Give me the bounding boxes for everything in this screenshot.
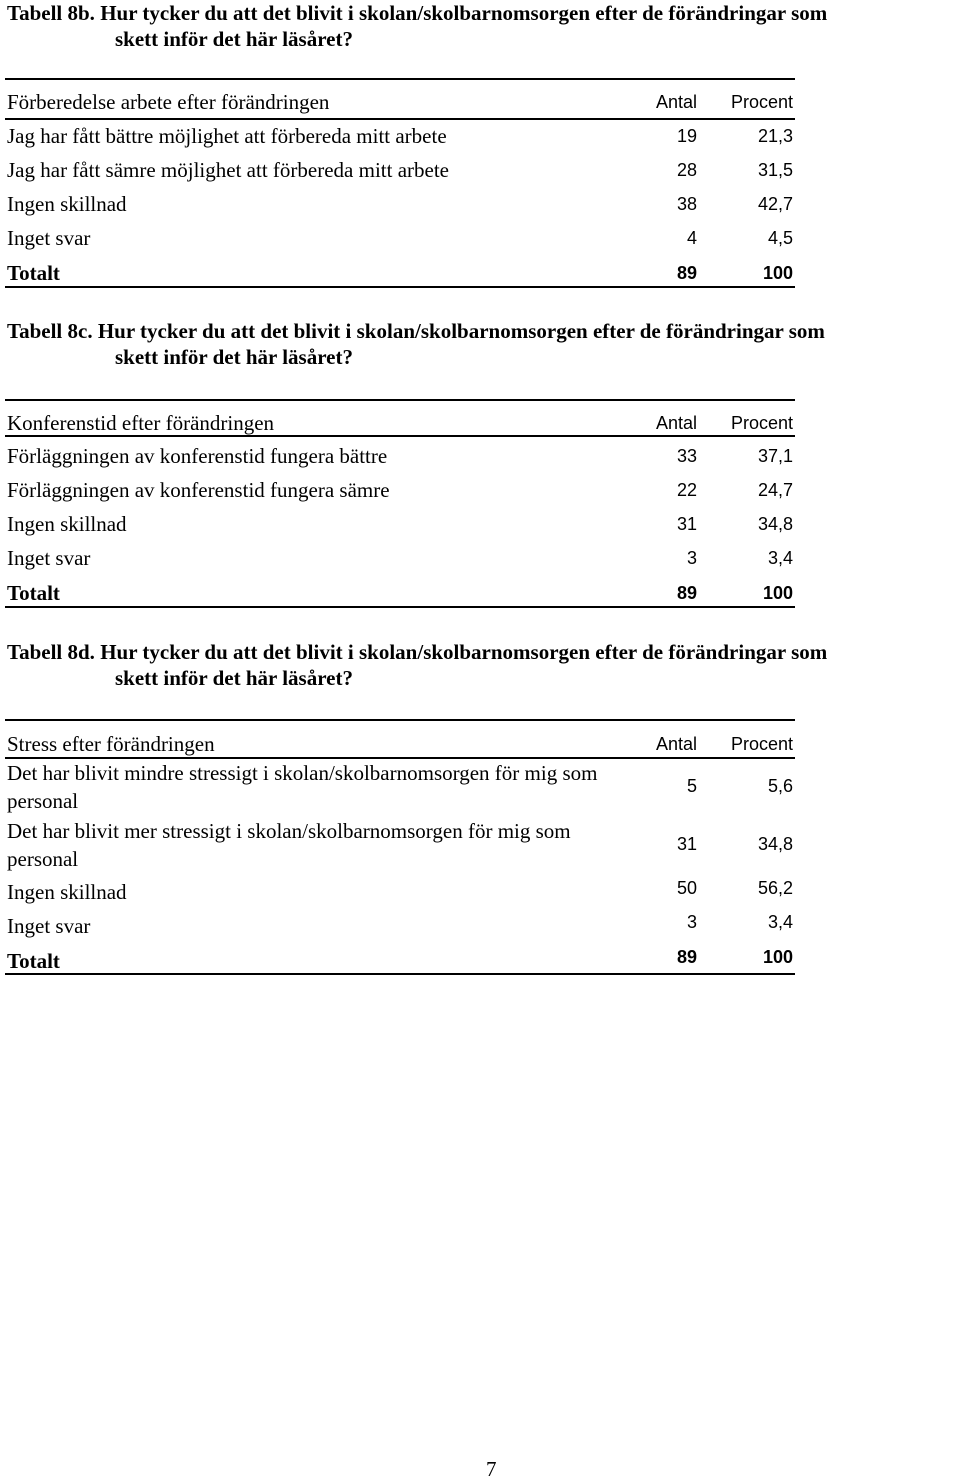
table-top-rule (5, 399, 795, 401)
row-label: Det har blivit mindre stressigt i skolan/skolbarnomsorgen för mig som personal (7, 761, 598, 813)
table-8c (5, 399, 795, 611)
total-label: Totalt (7, 949, 60, 973)
header-label: Förberedelse arbete efter förändringen (7, 90, 330, 114)
total-procent: 100 (762, 583, 793, 603)
row-antal: 31 (676, 514, 697, 534)
row-procent: 56,2 (757, 878, 793, 898)
row-antal: 38 (676, 194, 697, 214)
total-procent: 100 (762, 263, 793, 283)
row-antal: 5 (686, 776, 697, 796)
total-antal: 89 (676, 583, 697, 603)
total-label: Totalt (7, 581, 60, 605)
row-label: Jag har fått sämre möjlighet att förbereda mitt arbete (7, 158, 449, 182)
table-row (5, 544, 795, 572)
table-8d-caption (7, 639, 957, 691)
row-label: Förläggningen av konferenstid fungera sämre (7, 478, 390, 502)
table-bottom-rule (5, 606, 795, 608)
row-antal: 3 (686, 548, 697, 568)
table-8c-caption (7, 318, 957, 370)
row-antal: 33 (676, 446, 697, 466)
header-procent: Procent (730, 92, 793, 112)
table-total-row (5, 579, 795, 607)
table-header-rule (5, 435, 795, 437)
table-row (5, 476, 795, 504)
caption-label: Tabell 8c. (7, 319, 93, 343)
total-antal: 89 (676, 263, 697, 283)
table-total-row (5, 947, 795, 975)
row-label: Inget svar (7, 546, 91, 570)
row-label: Inget svar (7, 914, 91, 938)
row-procent: 3,4 (767, 912, 793, 932)
row-antal: 3 (686, 912, 697, 932)
header-antal: Antal (655, 734, 697, 754)
row-label: Ingen skillnad (7, 192, 127, 216)
table-header-row (5, 88, 795, 116)
row-label: Ingen skillnad (7, 512, 127, 536)
row-procent: 24,7 (757, 480, 793, 500)
table-row (5, 224, 795, 252)
caption-text: Hur tycker du att det blivit i skolan/skolbarnomsorgen efter de förändringar som (97, 319, 825, 343)
row-antal: 19 (676, 126, 697, 146)
table-row (5, 878, 795, 906)
row-label: Jag har fått bättre möjlighet att förbereda mitt arbete (7, 124, 447, 148)
table-row (5, 759, 795, 815)
row-antal: 4 (686, 228, 697, 248)
table-8b-caption (7, 0, 957, 52)
table-total-row (5, 259, 795, 287)
caption-text-continued: skett inför det här läsåret? (115, 345, 353, 369)
row-procent: 34,8 (757, 514, 793, 534)
row-procent: 31,5 (757, 160, 793, 180)
table-row (5, 190, 795, 218)
row-antal: 22 (676, 480, 697, 500)
row-procent: 37,1 (757, 446, 793, 466)
table-8d (5, 719, 795, 979)
header-antal: Antal (655, 92, 697, 112)
table-bottom-rule (5, 286, 795, 288)
table-top-rule (5, 78, 795, 80)
caption-text-continued: skett inför det här läsåret? (115, 27, 353, 51)
row-antal: 28 (676, 160, 697, 180)
row-procent: 21,3 (757, 126, 793, 146)
header-antal: Antal (655, 413, 697, 433)
row-label: Inget svar (7, 226, 91, 250)
table-row (5, 442, 795, 470)
table-header-rule (5, 118, 795, 120)
table-row (5, 510, 795, 538)
table-row (5, 912, 795, 940)
row-procent: 34,8 (757, 834, 793, 854)
table-8b (5, 78, 795, 290)
table-header-row (5, 730, 795, 758)
total-label: Totalt (7, 261, 60, 285)
total-antal: 89 (676, 947, 697, 967)
header-procent: Procent (730, 413, 793, 433)
row-procent: 4,5 (767, 228, 793, 248)
caption-text-continued: skett inför det här läsåret? (115, 666, 353, 690)
header-procent: Procent (730, 734, 793, 754)
caption-text: Hur tycker du att det blivit i skolan/skolbarnomsorgen efter de förändringar som (100, 640, 828, 664)
row-label: Förläggningen av konferenstid fungera bättre (7, 444, 388, 468)
caption-text: Hur tycker du att det blivit i skolan/skolbarnomsorgen efter de förändringar som (100, 1, 828, 25)
table-header-row (5, 409, 795, 437)
row-procent: 3,4 (767, 548, 793, 568)
row-label: Det har blivit mer stressigt i skolan/skolbarnomsorgen för mig som personal (7, 819, 571, 871)
header-label: Stress efter förändringen (7, 732, 215, 756)
table-row (5, 156, 795, 184)
row-procent: 5,6 (767, 776, 793, 796)
table-row (5, 817, 795, 873)
row-label: Ingen skillnad (7, 880, 127, 904)
row-procent: 42,7 (757, 194, 793, 214)
total-procent: 100 (762, 947, 793, 967)
caption-label: Tabell 8d. (7, 640, 95, 664)
header-label: Konferenstid efter förändringen (7, 411, 275, 435)
page-number: 7 (486, 1457, 497, 1481)
row-antal: 50 (676, 878, 697, 898)
table-top-rule (5, 719, 795, 721)
row-antal: 31 (676, 834, 697, 854)
caption-label: Tabell 8b. (7, 1, 95, 25)
table-row (5, 122, 795, 150)
table-bottom-rule (5, 973, 795, 975)
